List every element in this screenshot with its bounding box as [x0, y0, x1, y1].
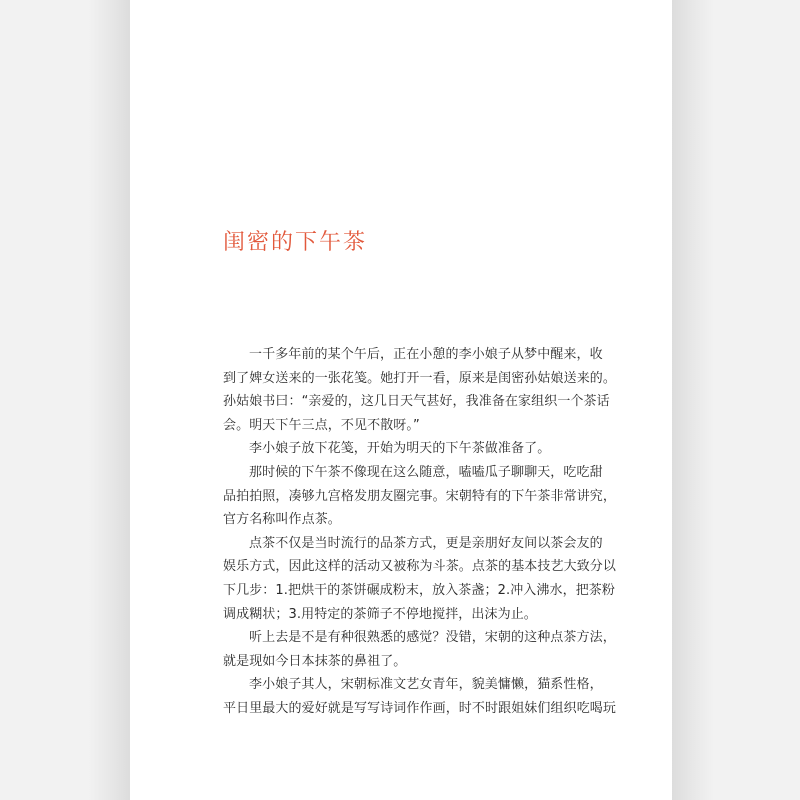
paragraph-line: 平日里最大的爱好就是写写诗词作作画，时不时跟姐妹们组织吃喝玩	[223, 700, 617, 716]
paragraph-line: 孙姑娘书曰：“亲爱的，这几日天气甚好，我准备在家组织一个茶话	[223, 394, 610, 410]
paragraph-line: 官方名称叫作点茶。	[223, 512, 341, 528]
paragraph-line: 李小娘子其人，宋朝标准文艺女青年，貌美慵懒，猫系性格，	[249, 677, 603, 693]
paragraph-line: 就是现如今日本抹茶的鼻祖了。	[223, 653, 407, 669]
paragraph-line: 品拍拍照，凑够九宫格发朋友圈完事。宋朝特有的下午茶非常讲究，	[223, 488, 617, 504]
page-shadow-right	[672, 0, 714, 800]
paragraph-line: 调成糊状；3.用特定的茶筛子不停地搅拌，出沫为止。	[223, 606, 537, 622]
paragraph-line: 下几步：1.把烘干的茶饼碾成粉末，放入茶盏；2.冲入沸水，把茶粉	[223, 582, 616, 598]
paragraph-line: 一千多年前的某个午后，正在小憩的李小娘子从梦中醒来，收	[249, 347, 603, 362]
book-page	[130, 0, 672, 800]
paragraph-line: 那时候的下午茶不像现在这么随意，嗑嗑瓜子聊聊天，吃吃甜	[249, 464, 603, 480]
paragraph-line: 听上去是不是有种很熟悉的感觉？没错，宋朝的这种点茶方法，	[249, 630, 616, 646]
body-text	[223, 343, 617, 721]
paragraph-line: 到了婢女送来的一张花笺。她打开一看，原来是闺密孙姑娘送来的。	[223, 370, 617, 386]
paragraph-line: 会。明天下午三点，不见不散呀。”	[223, 417, 420, 433]
paragraph-line: 点茶不仅是当时流行的品茶方式，更是亲朋好友间以茶会友的	[249, 535, 603, 551]
paragraph-line: 娱乐方式，因此这样的活动又被称为斗茶。点茶的基本技艺大致分以	[223, 559, 617, 575]
chapter-title: 闺密的下午茶	[223, 230, 368, 255]
paragraph-line: 李小娘子放下花笺，开始为明天的下午茶做准备了。	[249, 441, 551, 457]
page-shadow-left	[88, 0, 130, 800]
